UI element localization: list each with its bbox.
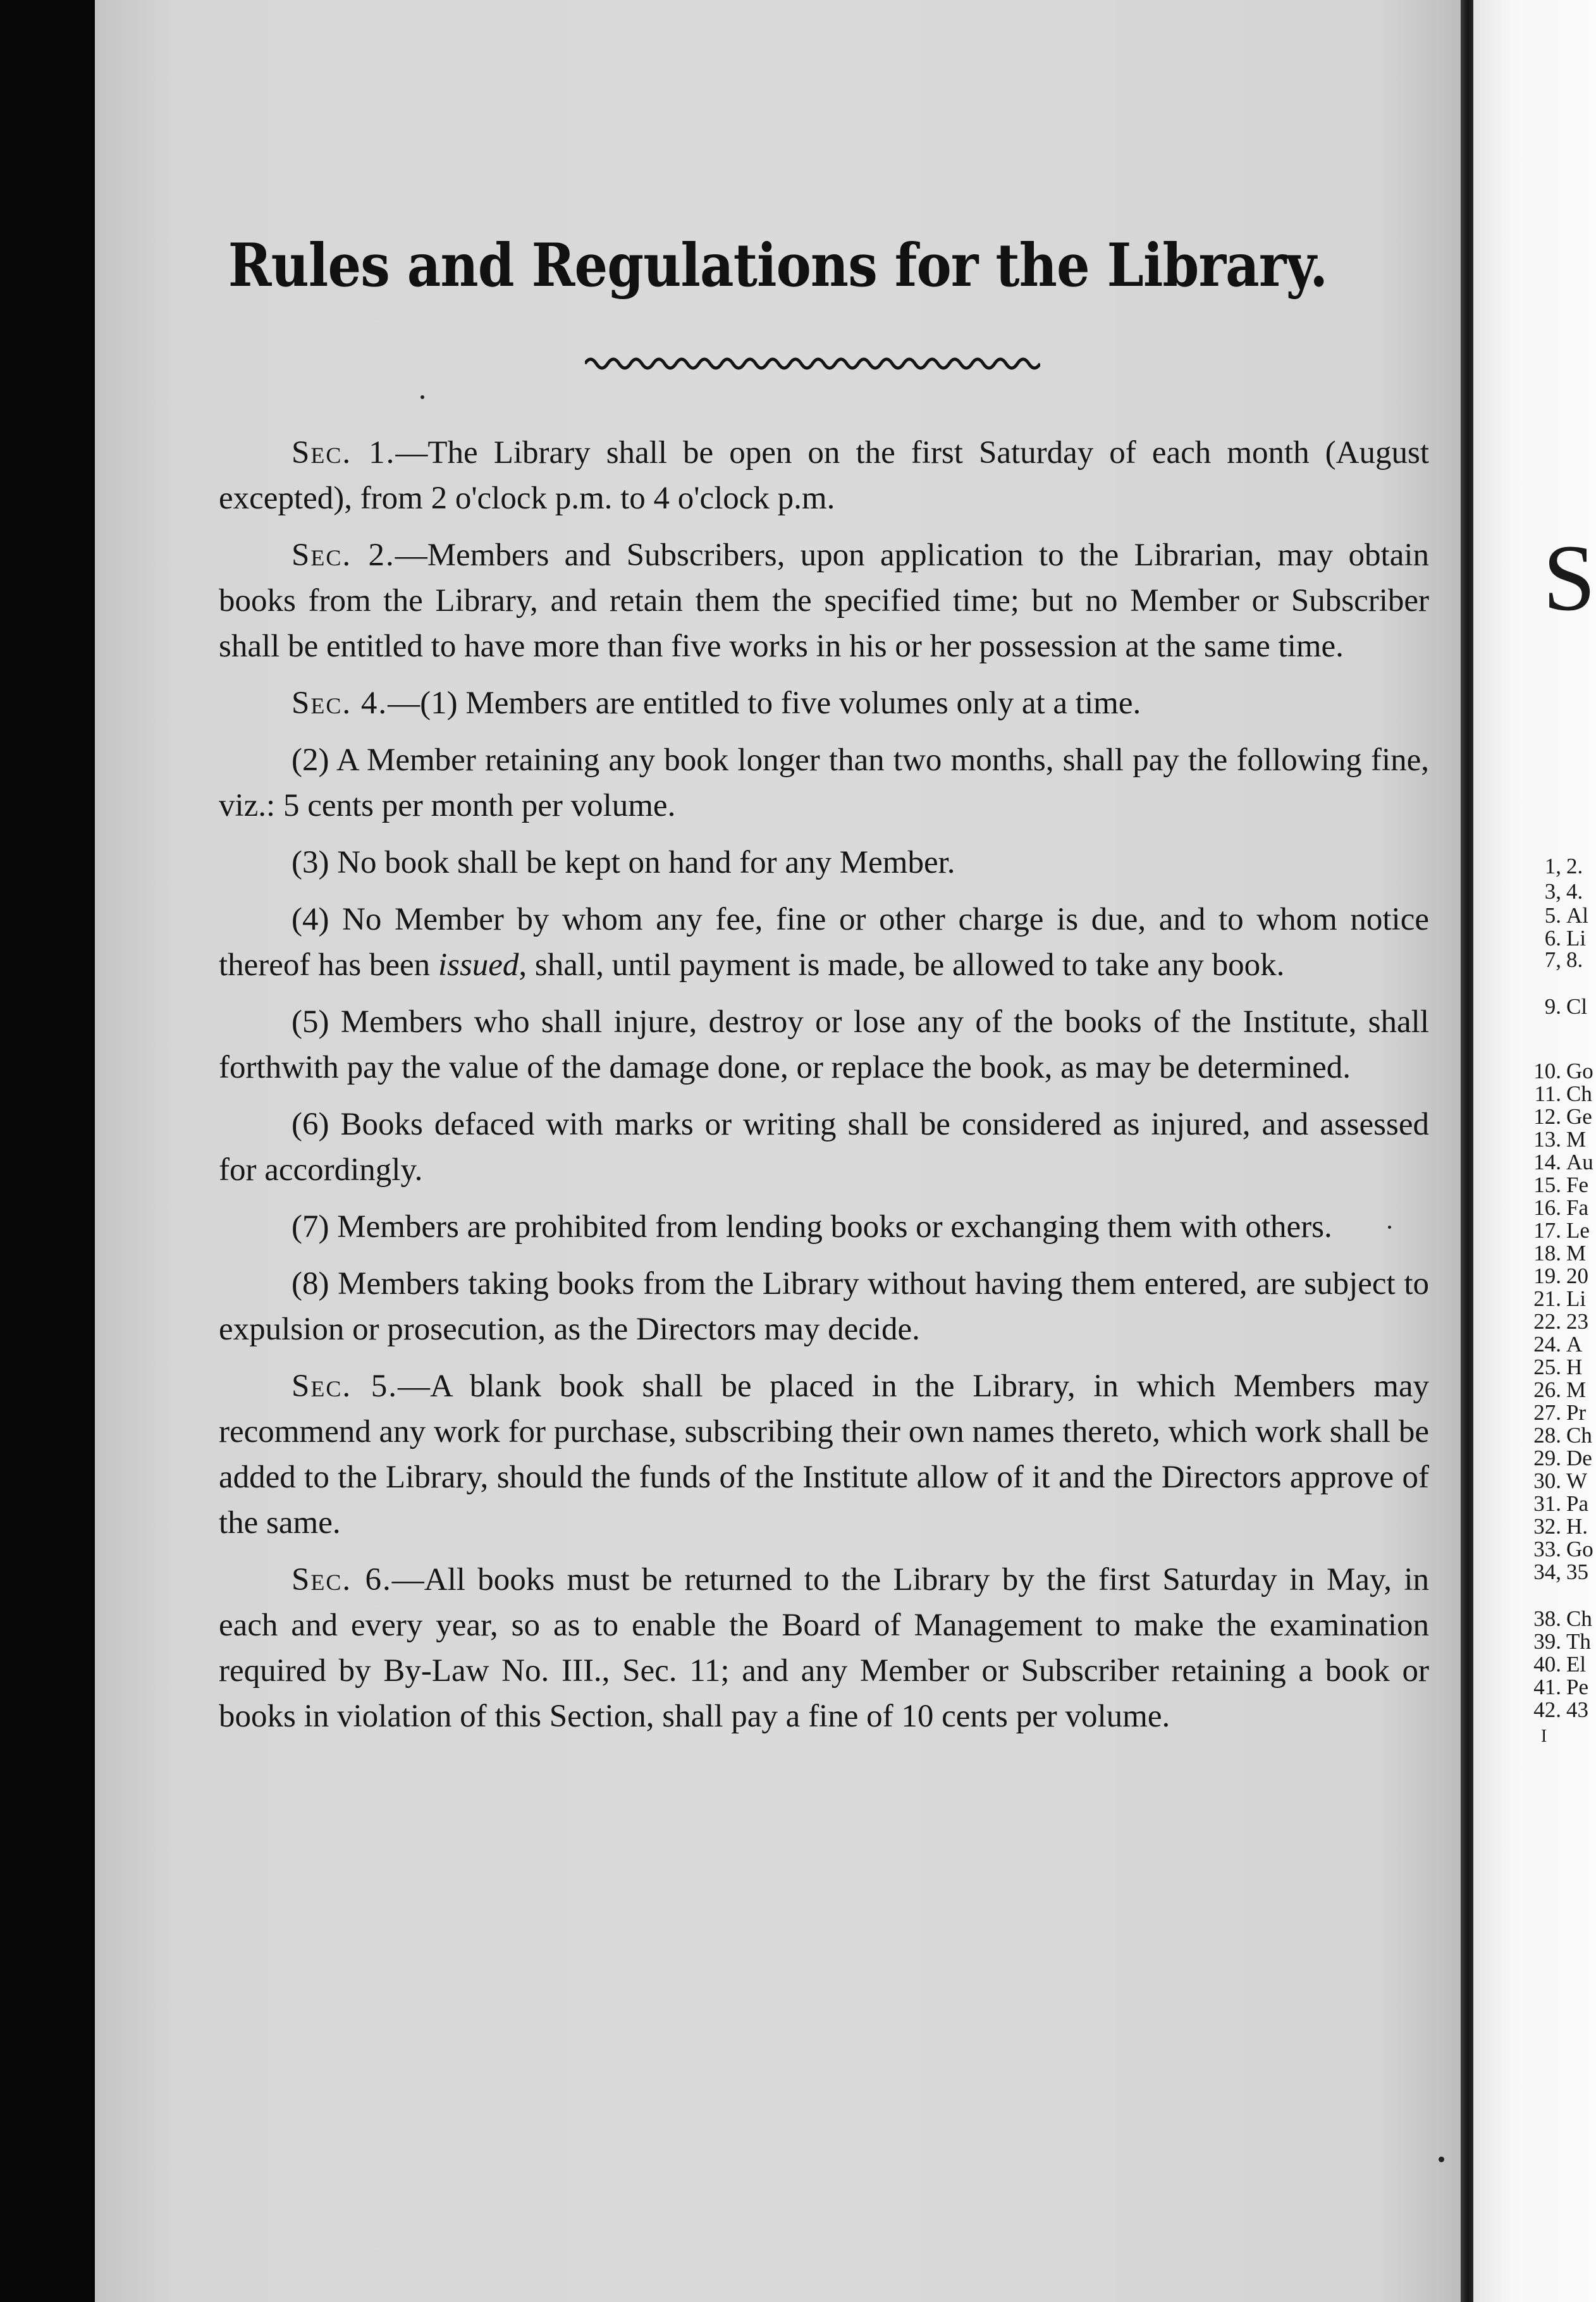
right-page-heading: S bbox=[1543, 526, 1596, 631]
right-list-item bbox=[1528, 1652, 1586, 1677]
right-list-item bbox=[1528, 1173, 1588, 1198]
right-list-item bbox=[1528, 1150, 1593, 1175]
right-list-item bbox=[1528, 1264, 1588, 1289]
right-list-item bbox=[1528, 994, 1587, 1019]
right-list-number: 10. bbox=[1533, 1059, 1561, 1083]
right-page-fragment bbox=[1473, 0, 1596, 2302]
right-list-item bbox=[1528, 1675, 1588, 1700]
right-list-item bbox=[1528, 854, 1583, 879]
right-list-item bbox=[1528, 1423, 1592, 1448]
print-speck bbox=[1388, 1226, 1391, 1229]
right-list-item bbox=[1528, 1400, 1586, 1425]
left-page bbox=[95, 0, 1461, 2302]
right-list-item bbox=[1528, 1286, 1586, 1312]
subsection-text-after: , shall, until payment is made, be allowed to take any book. bbox=[519, 947, 1285, 983]
subsection-paragraph bbox=[219, 737, 1429, 828]
right-list-item bbox=[1528, 1606, 1592, 1632]
page-title: Rules and Regulations for the Library. bbox=[228, 231, 1328, 300]
right-list-text: Fe bbox=[1566, 1173, 1588, 1197]
italic-issued: issued bbox=[438, 947, 519, 983]
right-list-text: H. bbox=[1566, 1514, 1588, 1539]
right-list-text: 23 bbox=[1566, 1309, 1588, 1334]
right-list-item bbox=[1528, 903, 1588, 928]
right-list-number: 1, bbox=[1544, 854, 1561, 878]
right-list-number: 34, bbox=[1533, 1560, 1561, 1584]
right-list-text: H bbox=[1566, 1355, 1583, 1379]
right-list-item bbox=[1528, 1195, 1588, 1221]
right-list-number: 29. bbox=[1533, 1446, 1561, 1470]
right-list-number: 33. bbox=[1533, 1537, 1561, 1561]
right-list-text: 4. bbox=[1566, 879, 1583, 904]
subsection-paragraph bbox=[219, 897, 1429, 988]
right-list-number: 25. bbox=[1533, 1355, 1561, 1379]
right-list-text: M bbox=[1566, 1127, 1587, 1152]
subsection-paragraph bbox=[219, 1102, 1429, 1193]
right-list-item bbox=[1528, 1560, 1588, 1585]
right-list-text: Ch bbox=[1566, 1423, 1592, 1448]
right-list-number: 42. bbox=[1533, 1697, 1561, 1722]
right-list-text: Go bbox=[1566, 1537, 1593, 1561]
right-list-number: 24. bbox=[1533, 1332, 1561, 1357]
subsection-text: (2) A Member retaining any book longer than two months, shall pay the following fine, viz.: 5 cents per month per volume. bbox=[219, 742, 1429, 823]
subsection-text: (3) No book shall be kept on hand for any Member. bbox=[292, 845, 955, 880]
right-list-item bbox=[1528, 1309, 1588, 1334]
right-list-text: Th bbox=[1566, 1629, 1591, 1654]
right-list-text: Li bbox=[1566, 1286, 1587, 1311]
section-label: Sec. 2. bbox=[292, 538, 395, 573]
right-list-text: Pa bbox=[1566, 1491, 1588, 1516]
right-list-item bbox=[1528, 879, 1583, 904]
right-list-text: 8. bbox=[1566, 947, 1583, 972]
right-list-number: 32. bbox=[1533, 1514, 1561, 1539]
right-list-text: W bbox=[1566, 1468, 1588, 1493]
right-list-text: Le bbox=[1566, 1218, 1590, 1243]
section-label: Sec. 6. bbox=[292, 1562, 392, 1597]
subsection-text: (7) Members are prohibited from lending books or exchanging them with others. bbox=[292, 1209, 1332, 1245]
right-list-number: 30. bbox=[1533, 1468, 1561, 1493]
right-list-number: 3, bbox=[1544, 879, 1561, 904]
right-list-number: 28. bbox=[1533, 1423, 1561, 1448]
section-label: Sec. 4. bbox=[292, 686, 388, 721]
section-label: Sec. 5. bbox=[292, 1369, 398, 1404]
right-list-item bbox=[1528, 1537, 1593, 1562]
right-list-number: 21. bbox=[1533, 1286, 1561, 1311]
right-list-text: Cl bbox=[1566, 994, 1588, 1019]
right-list-number: 15. bbox=[1533, 1173, 1561, 1197]
right-list-item bbox=[1528, 1241, 1586, 1266]
right-list-text: A bbox=[1566, 1332, 1583, 1357]
right-list-text: Go bbox=[1566, 1059, 1593, 1083]
subsection-paragraph bbox=[219, 999, 1429, 1090]
section-paragraph bbox=[219, 430, 1429, 521]
section-text: —A blank book shall be placed in the Library, in which Members may recommend any work for purchase, subscribing their own names thereto, which work shall be added to the Library, should the funds of the Institute allow of it and the Directors approve of the same. bbox=[219, 1369, 1429, 1541]
right-list-number: 22. bbox=[1533, 1309, 1561, 1334]
right-list-item bbox=[1528, 1629, 1591, 1654]
section-paragraph bbox=[219, 680, 1429, 726]
right-list-item bbox=[1528, 947, 1583, 973]
right-list-text: Ch bbox=[1566, 1081, 1592, 1106]
right-list-number: 12. bbox=[1533, 1104, 1561, 1129]
right-list-item bbox=[1528, 1104, 1592, 1129]
subsection-text: (6) Books defaced with marks or writing shall be considered as injured, and assessed for accordingly. bbox=[219, 1107, 1429, 1188]
right-list-item bbox=[1528, 1446, 1592, 1471]
right-list-text: 2. bbox=[1566, 854, 1583, 878]
right-list-number: 11. bbox=[1534, 1081, 1561, 1106]
right-list-text: De bbox=[1566, 1446, 1592, 1470]
right-list-text: M bbox=[1566, 1377, 1587, 1402]
right-list-text: Ge bbox=[1566, 1104, 1592, 1129]
right-list-number: 31. bbox=[1533, 1491, 1561, 1516]
right-list-number: 14. bbox=[1533, 1150, 1561, 1174]
scan-border-left bbox=[0, 0, 95, 2302]
right-list-item bbox=[1528, 1059, 1593, 1084]
section-text: —(1) Members are entitled to five volumes only at a time. bbox=[388, 686, 1141, 721]
right-list-item bbox=[1528, 1332, 1582, 1357]
right-list-number: 6. bbox=[1544, 926, 1561, 951]
right-list-text: M bbox=[1566, 1241, 1587, 1265]
right-list-text: El bbox=[1566, 1652, 1587, 1677]
right-list-item bbox=[1528, 1081, 1592, 1107]
right-list-item bbox=[1528, 1697, 1588, 1723]
right-list-number: 17. bbox=[1533, 1218, 1561, 1243]
book-gutter bbox=[1461, 0, 1473, 2302]
right-list-text: 35 bbox=[1566, 1560, 1588, 1584]
right-list-number: 19. bbox=[1533, 1264, 1561, 1288]
rules-body bbox=[219, 430, 1429, 1751]
right-list-text: Au bbox=[1566, 1150, 1593, 1174]
right-list-number: 38. bbox=[1533, 1606, 1561, 1631]
right-list-number: 5. bbox=[1544, 903, 1561, 928]
right-list-number: 40. bbox=[1533, 1652, 1561, 1677]
right-list-number: 9. bbox=[1544, 994, 1561, 1019]
right-list-text: Pr bbox=[1566, 1400, 1587, 1425]
right-list-text: Fa bbox=[1566, 1195, 1588, 1220]
right-list-item bbox=[1528, 1468, 1587, 1494]
subsection-paragraph bbox=[219, 1204, 1429, 1250]
right-list-text: Al bbox=[1566, 903, 1588, 928]
right-list-number: 27. bbox=[1533, 1400, 1561, 1425]
right-list-text: Ch bbox=[1566, 1606, 1592, 1631]
right-list-item bbox=[1528, 1127, 1586, 1152]
subsection-text-before: (4) No Member by whom any fee, fine or other charge is due, and to whom notice thereof has been bbox=[219, 902, 1429, 983]
right-list-text: 43 bbox=[1566, 1697, 1588, 1722]
right-page-footer-mark: I bbox=[1541, 1726, 1547, 1746]
right-list-text: Pe bbox=[1566, 1675, 1588, 1699]
subsection-text: (5) Members who shall injure, destroy or lose any of the books of the Institute, shall forthwith pay the value of the damage done, or replace the book, as may be determined. bbox=[219, 1004, 1429, 1085]
section-paragraph bbox=[219, 1557, 1429, 1739]
right-list-number: 13. bbox=[1533, 1127, 1561, 1152]
print-speck bbox=[420, 395, 424, 399]
right-list-number: 18. bbox=[1533, 1241, 1561, 1265]
subsection-text: (8) Members taking books from the Library without having them entered, are subject to expulsion or prosecution, as the Directors may decide. bbox=[219, 1266, 1429, 1347]
print-speck bbox=[1439, 2157, 1444, 2162]
section-label: Sec. 1. bbox=[292, 435, 396, 471]
right-list-number: 39. bbox=[1533, 1629, 1561, 1654]
right-list-item bbox=[1528, 1491, 1588, 1517]
right-list-number: 26. bbox=[1533, 1377, 1561, 1402]
right-list-number: 7, bbox=[1544, 947, 1561, 972]
right-list-number: 16. bbox=[1533, 1195, 1561, 1220]
right-list-text: 20 bbox=[1566, 1264, 1588, 1288]
right-list-item bbox=[1528, 1218, 1590, 1243]
section-text: —All books must be returned to the Library by the first Saturday in May, in each and every year, so as to enable the Board of Management to make the examination required by By-Law No. III., Sec. 11; and any Member or Subscriber retaining a book or books in violation of this Section, shall pay a fine of 10 cents per volume. bbox=[219, 1562, 1429, 1734]
right-list-item bbox=[1528, 1514, 1588, 1539]
right-list-item bbox=[1528, 1355, 1582, 1380]
right-list-item bbox=[1528, 1377, 1586, 1403]
wavy-rule-ornament bbox=[585, 351, 1040, 376]
right-list-text: Li bbox=[1566, 926, 1587, 951]
section-text: —The Library shall be open on the first Saturday of each month (August excepted), from 2 o'clock p.m. to 4 o'clock p.m. bbox=[219, 435, 1429, 516]
section-paragraph bbox=[219, 1363, 1429, 1546]
section-text: —Members and Subscribers, upon application to the Librarian, may obtain books from the Library, and retain them the specified time; but no Member or Subscriber shall be entitled to have more than five works in his or her possession at the same time. bbox=[219, 538, 1429, 664]
subsection-paragraph bbox=[219, 1261, 1429, 1352]
section-paragraph bbox=[219, 532, 1429, 669]
right-list-number: 41. bbox=[1533, 1675, 1561, 1699]
subsection-paragraph bbox=[219, 840, 1429, 885]
